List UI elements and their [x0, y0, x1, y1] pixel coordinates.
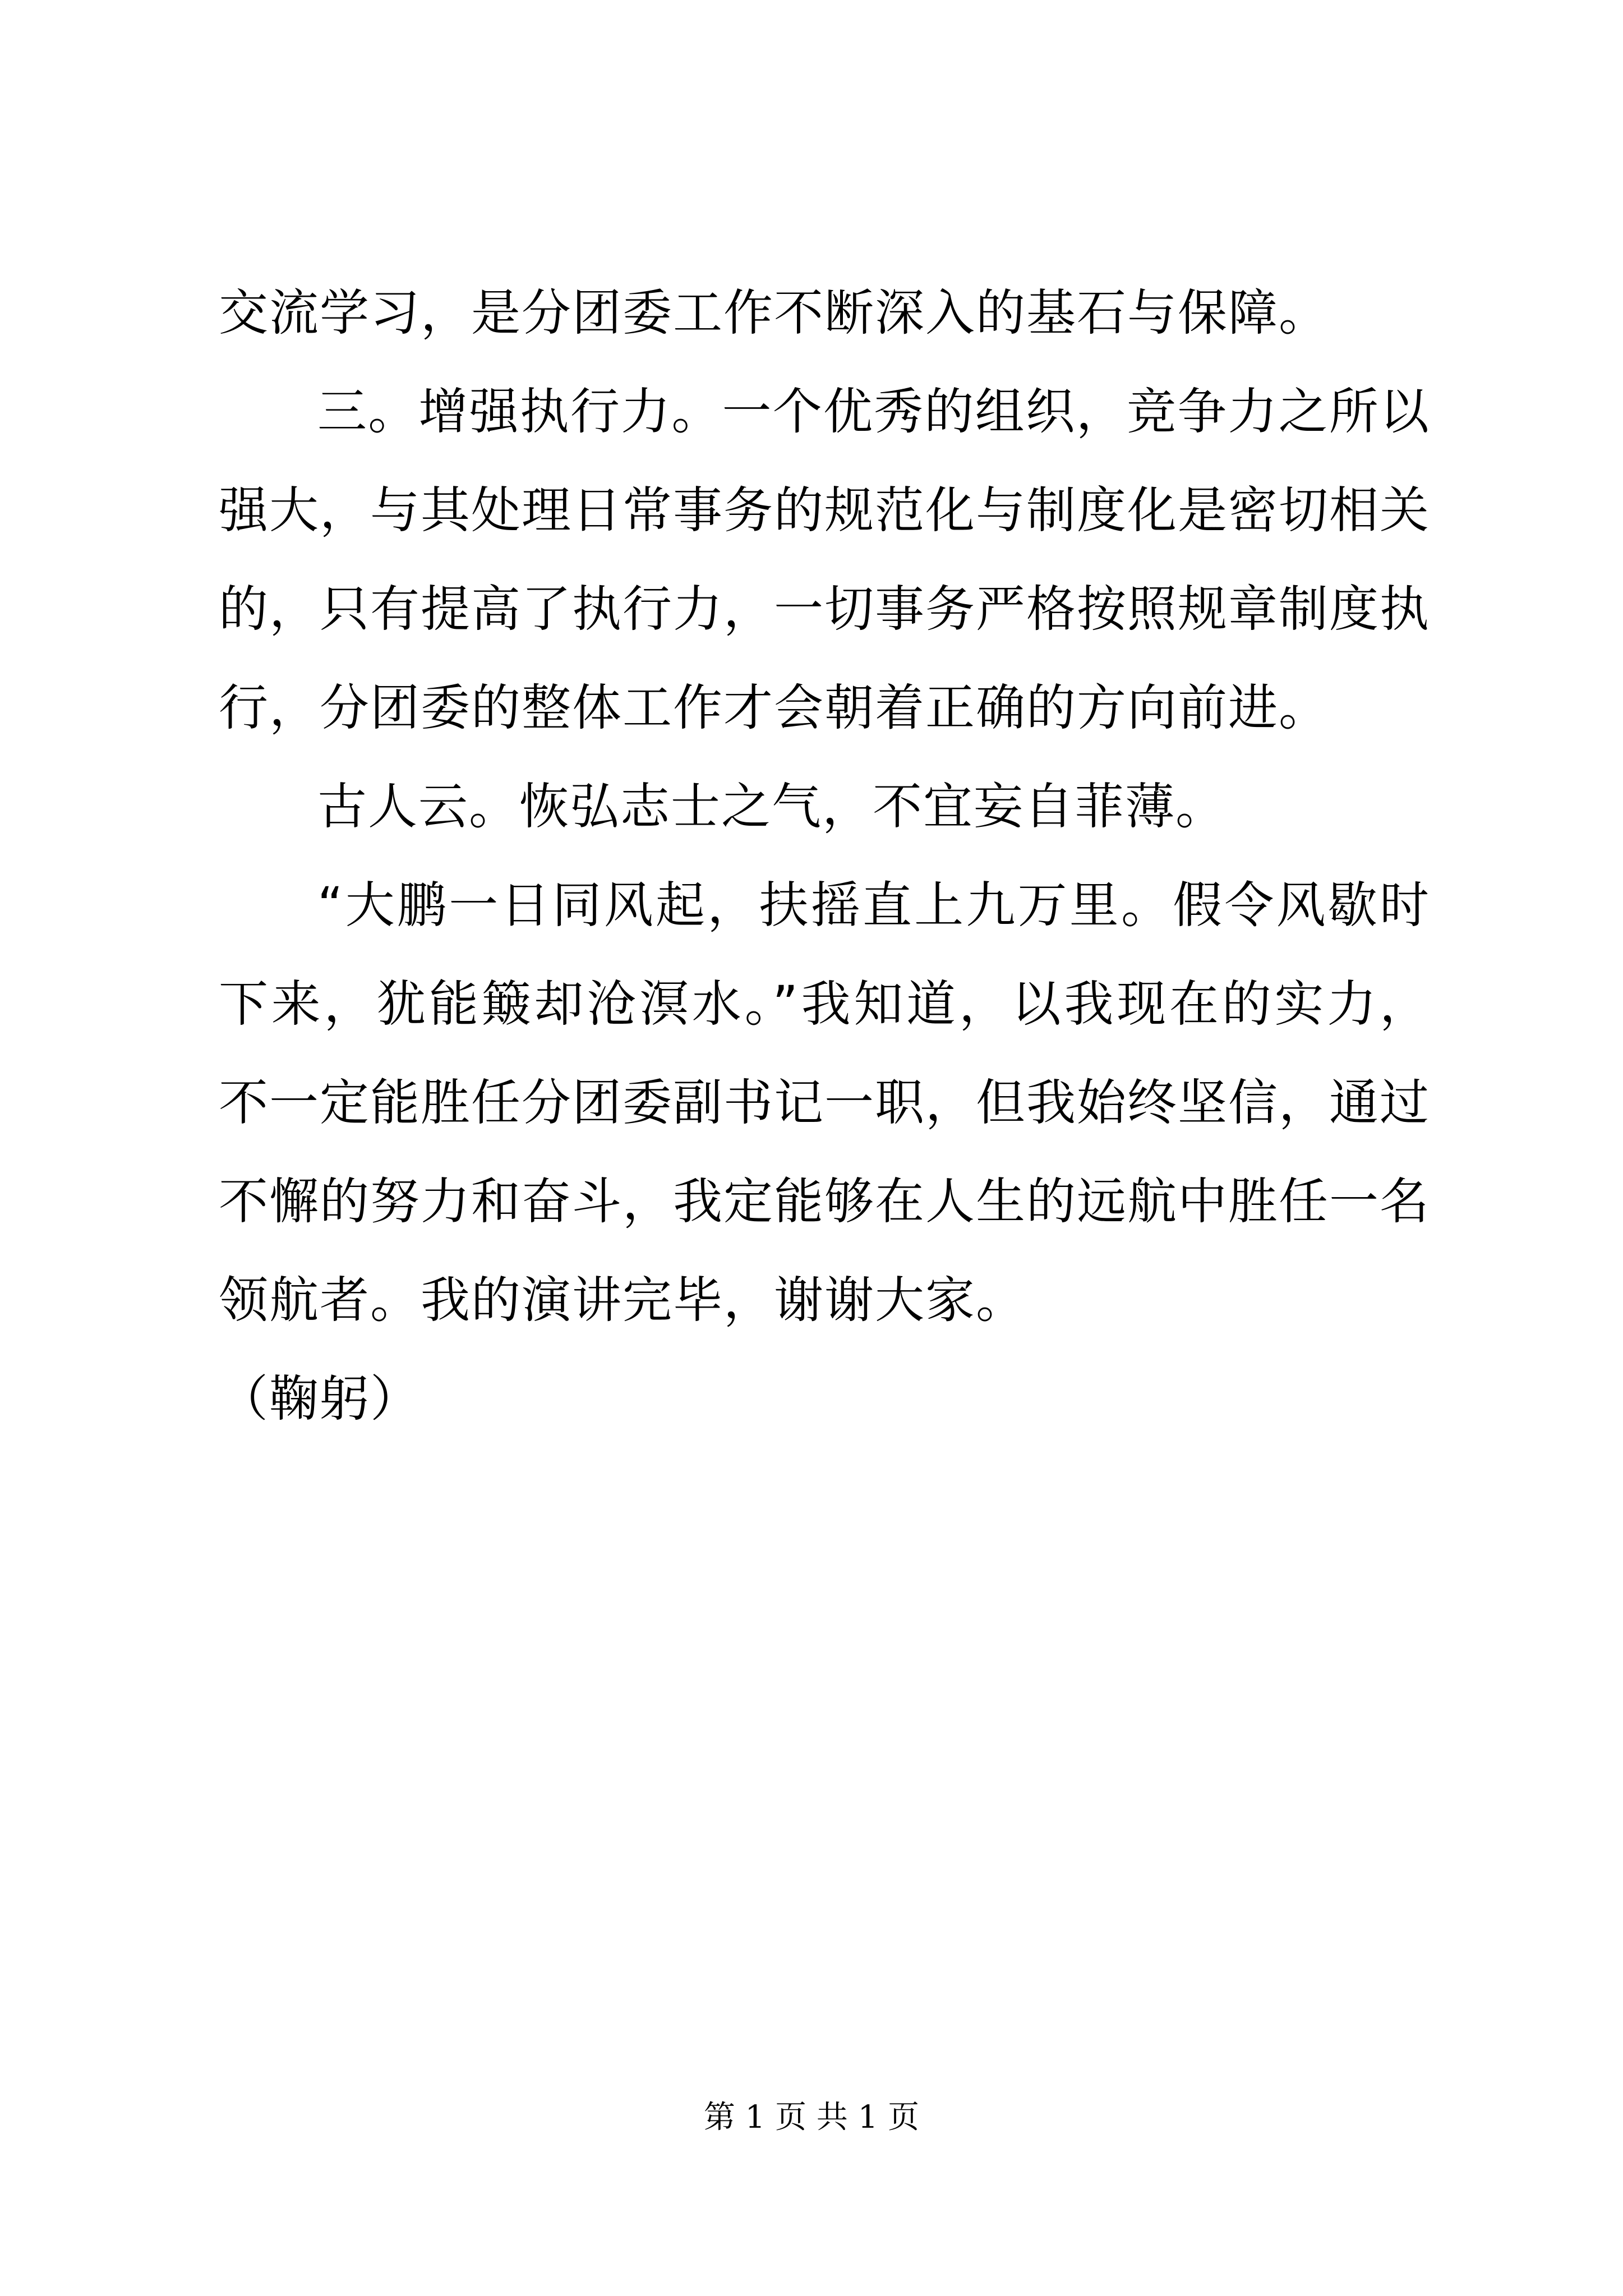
- paragraph-1: 交流学习，是分团委工作不断深入的基石与保障。: [219, 284, 1330, 342]
- page-footer: 第 1 页 共 1 页: [703, 2099, 920, 2136]
- closing-note: （鞠躬）: [219, 1370, 421, 1428]
- paragraph-2: 三。增强执行力。一个优秀的组织，竞争力之所以强大，与其处理日常事务的规范化与制度化是密切相关的，只有提高了执行力，一切事务严格按照规章制度执行，分团委的整体工作才会朝着正确的方向前进。: [219, 383, 1431, 737]
- document-body: [219, 264, 1430, 1448]
- paragraph-4: “大鹏一日同风起，扶摇直上九万里。假令风歇时下来，犹能簸却沧溟水。”我知道，以我现在的实力，不一定能胜任分团委副书记一职，但我始终坚信，通过不懈的努力和奋斗，我定能够在人生的远航中胜任一名领航者。我的演讲完毕，谢谢大家。: [219, 876, 1431, 1329]
- paragraph-3: 古人云。恢弘志士之气，不宜妄自菲薄。: [317, 777, 1227, 835]
